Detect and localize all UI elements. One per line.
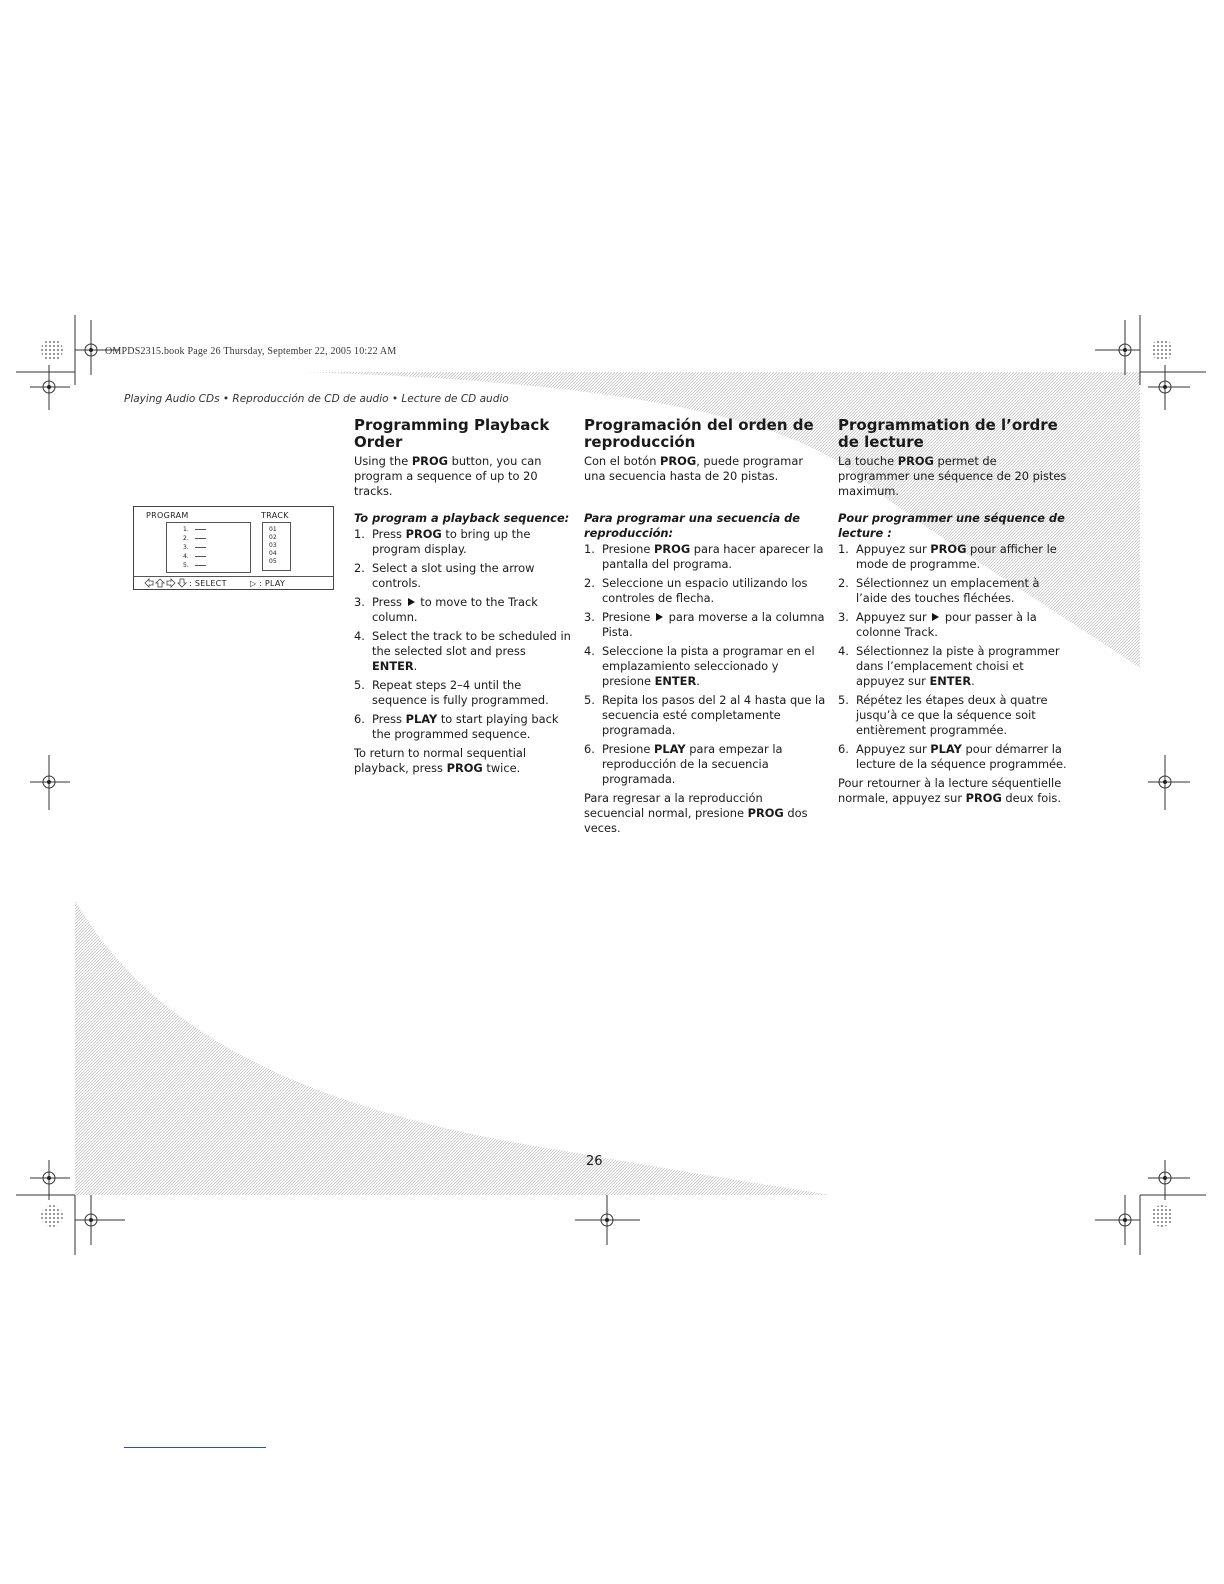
play-arrow-icon <box>408 598 415 606</box>
play-arrow-icon <box>656 613 663 621</box>
list-item: 4. Sélectionnez la piste à programmer dans l’emplacement choisi et appuyez sur ENTER. <box>838 644 1060 688</box>
english-column <box>354 417 572 776</box>
program-label: PROGRAM <box>146 511 189 520</box>
track-label: TRACK <box>261 511 289 520</box>
list-item: 2. Select a slot using the arrow controls. <box>354 561 535 590</box>
track-list-box <box>262 522 291 571</box>
slot-row: 1. <box>183 526 206 533</box>
track-number: 05 <box>269 558 277 565</box>
program-slot-box <box>166 522 251 573</box>
spanish-title: Programación del orden de reproducción <box>584 416 814 451</box>
french-steps <box>838 542 1068 772</box>
page-number: 26 <box>586 1154 603 1169</box>
english-intro: Using the PROG button, you can program a sequence of up to 20 tracks. <box>354 454 542 498</box>
spanish-subheading: Para programar una secuencia de reproducción: <box>584 511 801 540</box>
hatched-sweep-bottom <box>75 900 830 1195</box>
slot-row: 3. <box>183 544 206 551</box>
corner-dot-circle <box>41 1205 63 1227</box>
list-item: 4. Select the track to be scheduled in the selected slot and press ENTER. <box>354 629 571 673</box>
slot-row: 4. <box>183 553 206 560</box>
list-item: 1. Appuyez sur PROG pour afficher le mode de programme. <box>838 542 1057 571</box>
bottom-rule <box>124 1447 266 1448</box>
arrow-keys-icon <box>144 578 188 589</box>
play-triangle-icon: ▷ <box>250 579 257 588</box>
print-file-info: OMPDS2315.book Page 26 Thursday, September 22, 2005 10:22 AM <box>105 346 397 357</box>
select-label: : SELECT <box>189 579 227 588</box>
english-return-note: To return to normal sequential playback, press PROG twice. <box>354 746 527 775</box>
list-item: 1. Press PROG to bring up the program display. <box>354 527 531 556</box>
list-item: 1. Presione PROG para hacer aparecer la pantalla del programa. <box>584 542 824 571</box>
list-item: 6. Presione PLAY para empezar la reproducción de la secuencia programada. <box>584 742 783 786</box>
track-number: 04 <box>269 550 277 557</box>
french-title: Programmation de l’ordre de lecture <box>838 416 1058 451</box>
corner-dot-circle <box>1151 339 1173 361</box>
spanish-steps <box>584 542 826 787</box>
slot-row: 5. <box>183 562 206 569</box>
list-item: 6. Appuyez sur PLAY pour démarrer la lecture de la séquence programmée. <box>838 742 1067 771</box>
corner-dot-circle <box>41 339 63 361</box>
french-column <box>838 417 1068 806</box>
english-subheading: To program a playback sequence: <box>354 511 570 525</box>
list-item: 6. Press PLAY to start playing back the programmed sequence. <box>354 712 559 741</box>
spanish-column <box>584 417 826 836</box>
play-label: : PLAY <box>259 579 286 588</box>
track-number: 01 <box>269 526 277 533</box>
slot-row: 2. <box>183 535 206 542</box>
breadcrumb: Playing Audio CDs • Reproducción de CD de audio • Lecture de CD audio <box>124 393 509 405</box>
list-item: 5. Repita los pasos del 2 al 4 hasta que la secuencia esté completamente programada. <box>584 693 826 737</box>
play-arrow-icon <box>932 613 939 621</box>
english-steps <box>354 527 572 742</box>
track-number: 03 <box>269 542 277 549</box>
program-display-figure <box>133 506 334 590</box>
list-item: 3. Press to move to the Track column. <box>354 595 538 624</box>
french-intro: La touche PROG permet de programmer une séquence de 20 pistes maximum. <box>838 454 1067 498</box>
spanish-intro: Con el botón PROG, puede programar una secuencia hasta de 20 pistas. <box>584 454 804 483</box>
list-item: 3. Appuyez sur pour passer à la colonne Track. <box>838 610 1037 639</box>
list-item: 3. Presione para moverse a la columna Pista. <box>584 610 825 639</box>
list-item: 5. Repeat steps 2–4 until the sequence is fully programmed. <box>354 678 549 707</box>
french-return-note: Pour retourner à la lecture séquentielle normale, appuyez sur PROG deux fois. <box>838 776 1062 805</box>
track-number: 02 <box>269 534 277 541</box>
list-item: 4. Seleccione la pista a programar en el emplazamiento seleccionado y presione ENTER. <box>584 644 815 688</box>
list-item: 5. Répétez les étapes deux à quatre jusqu’à ce que la séquence soit entièrement programmée. <box>838 693 1048 737</box>
corner-dot-circle <box>1151 1205 1173 1227</box>
list-item: 2. Sélectionnez un emplacement à l’aide des touches fléchées. <box>838 576 1040 605</box>
english-title: Programming Playback Order <box>354 416 550 451</box>
spanish-return-note: Para regresar a la reproducción secuencial normal, presione PROG dos veces. <box>584 791 808 835</box>
french-subheading: Pour programmer une séquence de lecture : <box>838 511 1065 540</box>
list-item: 2. Seleccione un espacio utilizando los controles de flecha. <box>584 576 808 605</box>
